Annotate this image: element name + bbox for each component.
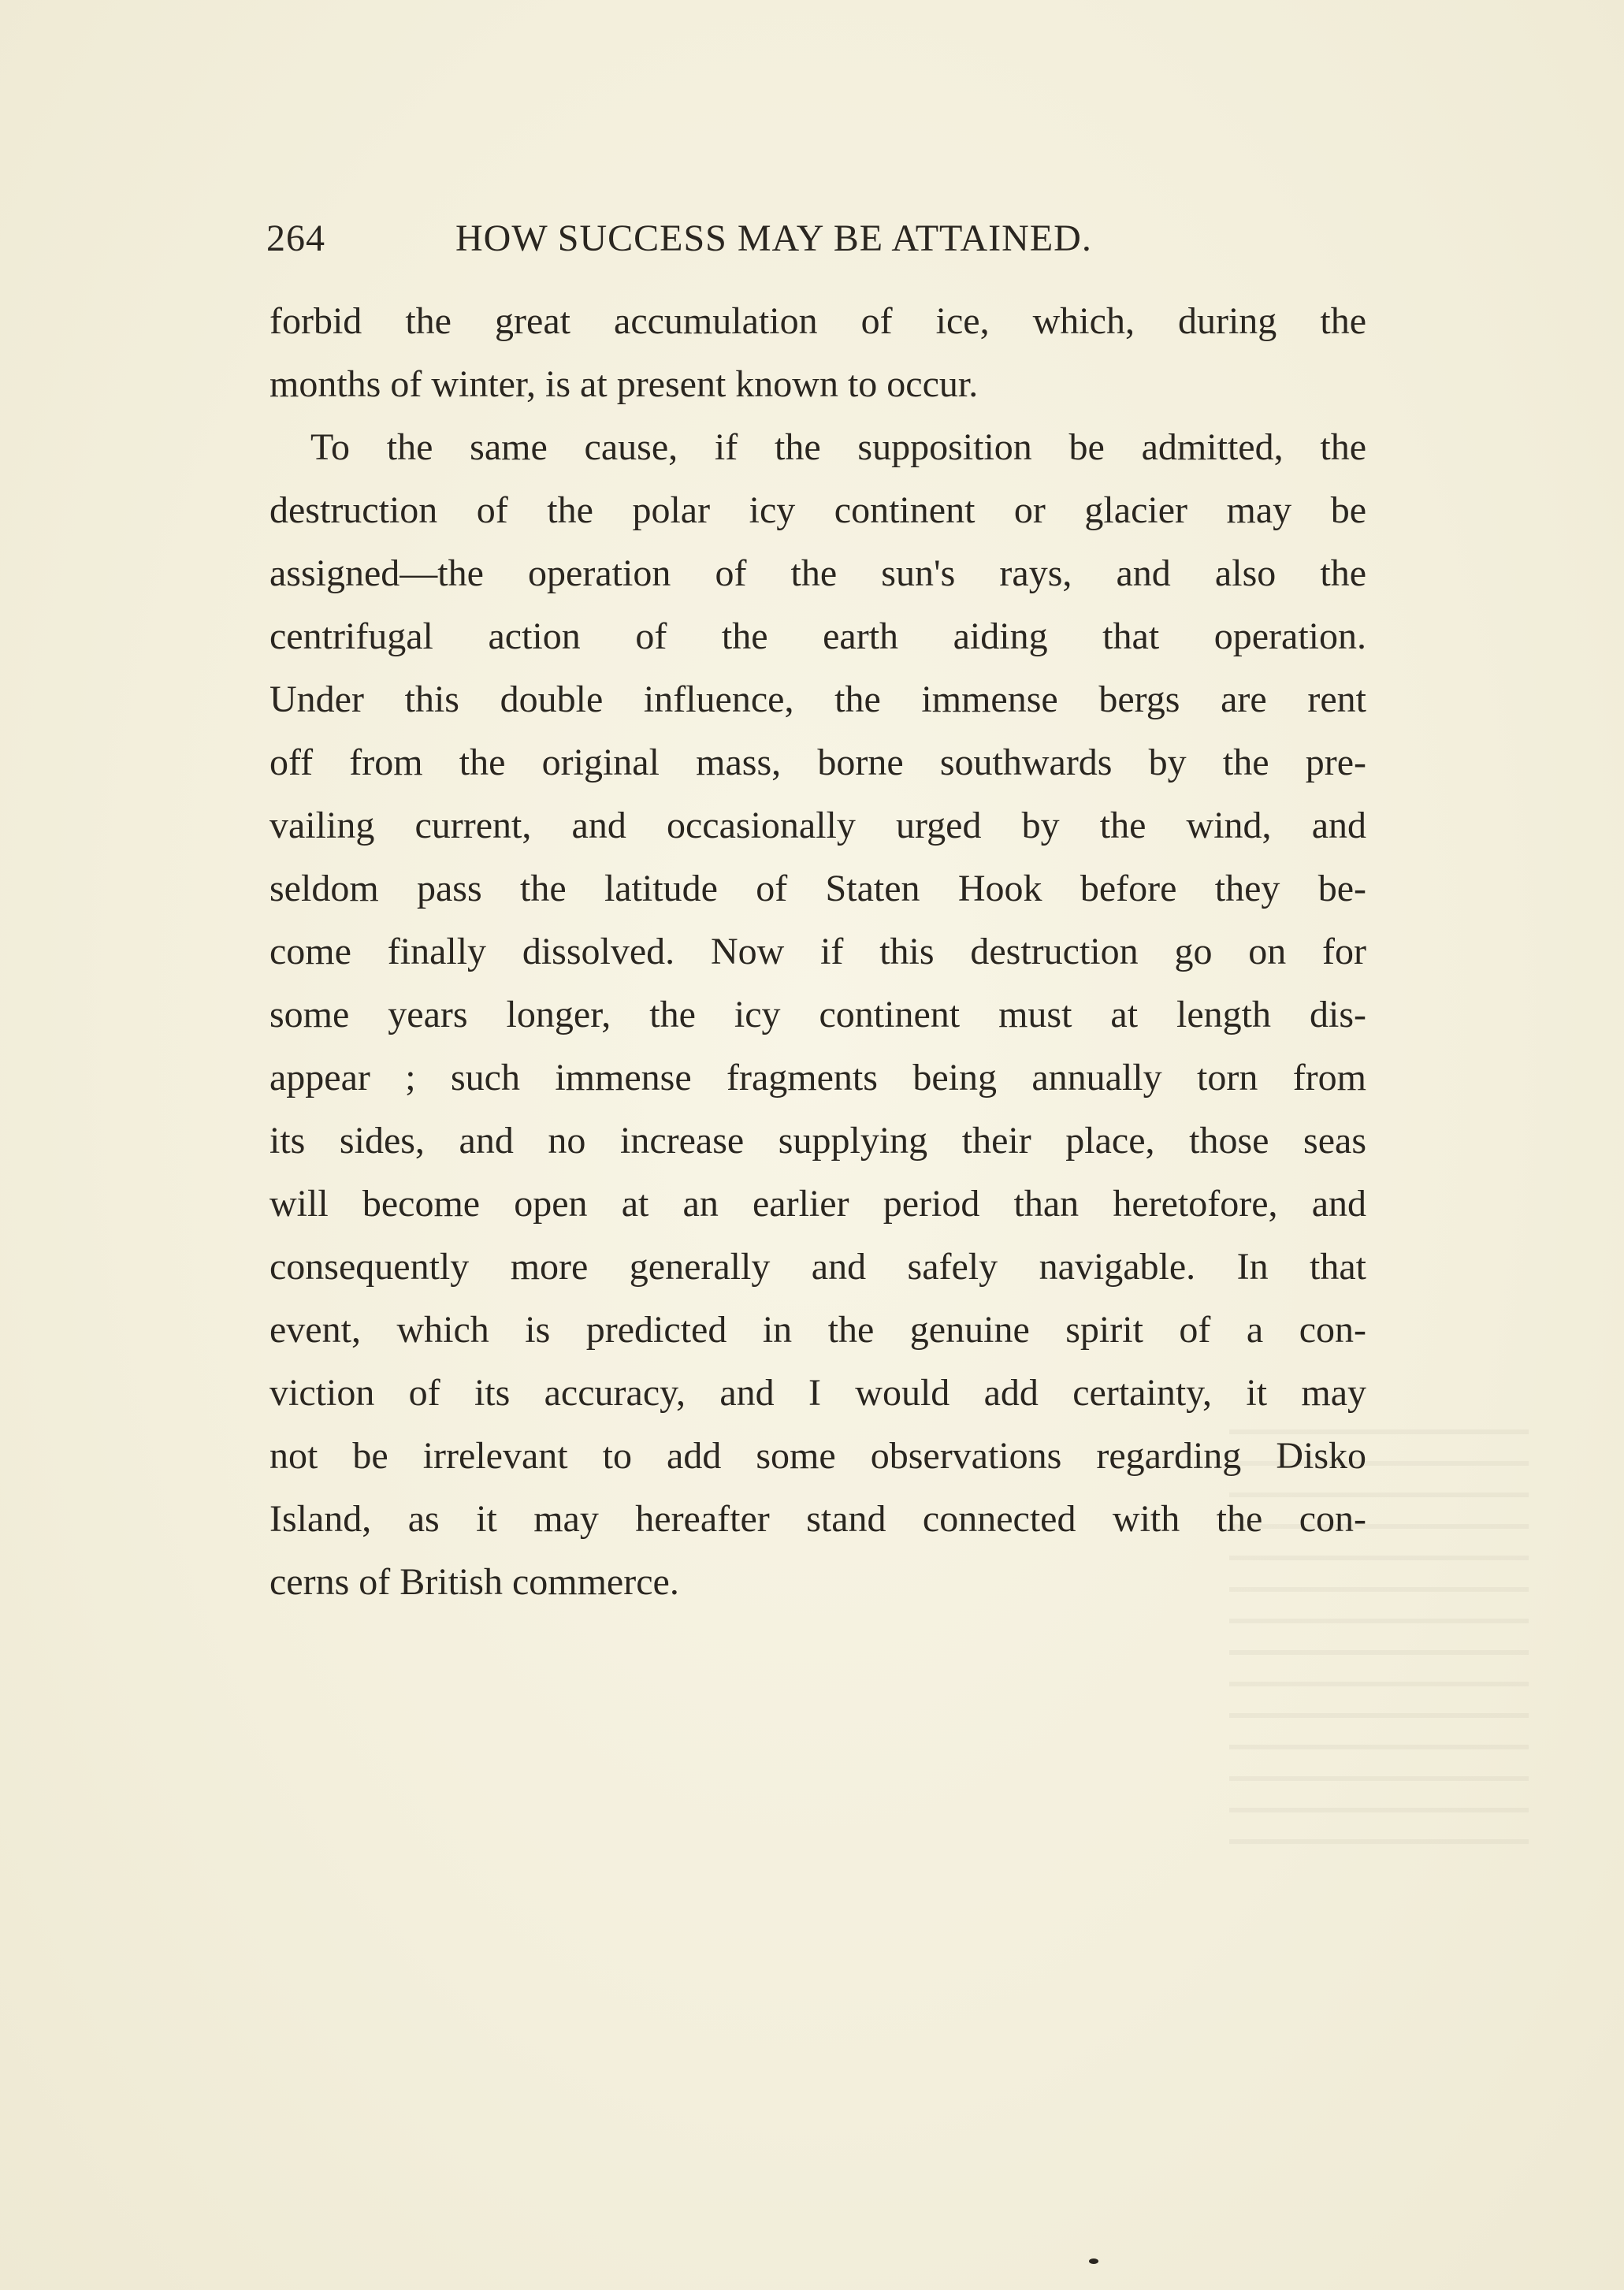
text-line: appear ; such immense fragments being annually torn from — [269, 1057, 1366, 1099]
body-text — [269, 290, 1366, 1614]
running-head: HOW SUCCESS MAY BE ATTAINED. — [455, 217, 1092, 259]
text-line: To the same cause, if the supposition be admitted, the — [310, 426, 1366, 468]
text-line: destruction of the polar icy continent or glacier may be — [269, 489, 1366, 531]
text-line: event, which is predicted in the genuine spirit of a con- — [269, 1309, 1366, 1351]
ink-speck — [1089, 2258, 1098, 2264]
text-line: cerns of British commerce. — [269, 1561, 679, 1603]
text-line: centrifugal action of the earth aiding that operation. — [269, 615, 1366, 657]
text-line: assigned—the operation of the sun's rays, and also the — [269, 552, 1366, 594]
text-line: off from the original mass, borne southwards by the pre- — [269, 742, 1366, 783]
text-line: months of winter, is at present known to occur. — [269, 363, 979, 405]
page-number: 264 — [266, 217, 325, 259]
text-line: forbid the great accumulation of ice, which, during the — [269, 300, 1366, 342]
text-line: seldom pass the latitude of Staten Hook before they be- — [269, 868, 1366, 909]
text-line: its sides, and no increase supplying their place, those seas — [269, 1120, 1366, 1162]
text-line: viction of its accuracy, and I would add certainty, it may — [269, 1372, 1366, 1414]
page-header — [266, 211, 1174, 266]
text-line: Island, as it may hereafter stand connected with the con- — [269, 1498, 1366, 1540]
text-line: consequently more generally and safely navigable. In that — [269, 1246, 1366, 1288]
text-line: will become open at an earlier period than heretofore, and — [269, 1183, 1366, 1225]
text-line: not be irrelevant to add some observations regarding Disko — [269, 1435, 1366, 1477]
text-line: vailing current, and occasionally urged by the wind, and — [269, 805, 1366, 846]
text-line: Under this double influence, the immense bergs are rent — [269, 678, 1366, 720]
text-line: come finally dissolved. Now if this destruction go on for — [269, 931, 1366, 972]
text-line: some years longer, the icy continent must at length dis- — [269, 994, 1366, 1035]
